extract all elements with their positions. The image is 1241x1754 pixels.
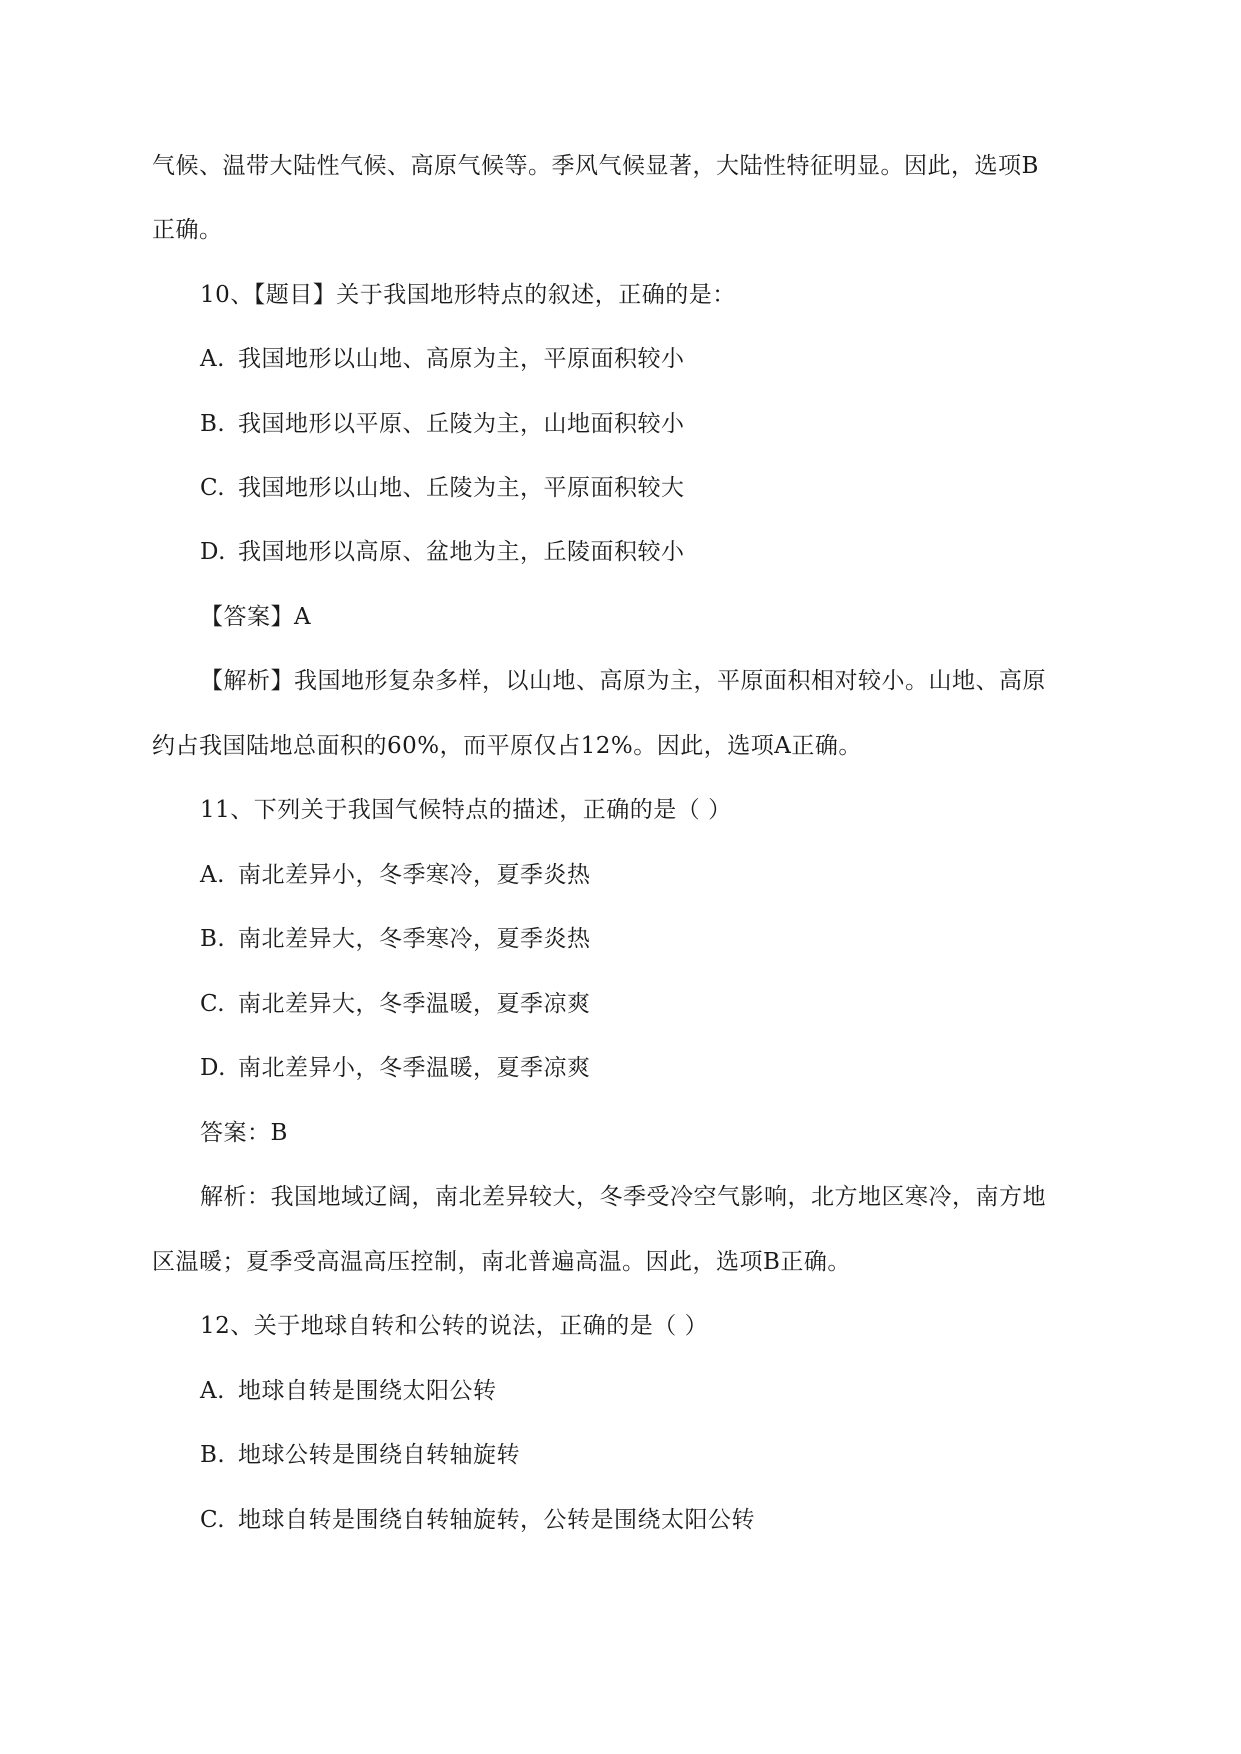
option-text: 我国地形以山地、高原为主，平原面积较小 — [238, 346, 685, 372]
option-text: 我国地形以平原、丘陵为主，山地面积较小 — [238, 411, 685, 437]
option-letter: C. — [200, 991, 226, 1017]
option-text: 我国地形以山地、丘陵为主，平原面积较大 — [238, 475, 685, 501]
question-10-answer: 【答案】A — [200, 604, 312, 630]
question-11-option-b — [200, 924, 591, 954]
option-letter: B. — [200, 1442, 226, 1468]
question-11-explanation-line-1: 解析：我国地域辽阔，南北差异较大，冬季受冷空气影响，北方地区寒冷，南方地 — [200, 1184, 1046, 1210]
question-10-option-d — [200, 537, 685, 567]
question-10-explanation-line-1: 【解析】我国地形复杂多样，以山地、高原为主，平原面积相对较小。山地、高原 — [200, 668, 1046, 694]
option-text: 南北差异小，冬季温暖，夏季凉爽 — [238, 1055, 591, 1081]
question-12-option-b — [200, 1440, 520, 1470]
option-letter: C. — [200, 1507, 226, 1533]
question-11-option-a — [200, 860, 591, 890]
question-10-option-b — [200, 409, 685, 439]
question-12-option-c — [200, 1505, 755, 1535]
option-letter: D. — [200, 539, 226, 565]
option-text: 南北差异小，冬季寒冷，夏季炎热 — [238, 862, 591, 888]
question-10-option-a — [200, 344, 685, 374]
option-letter: A. — [200, 1378, 225, 1404]
option-letter: D. — [200, 1055, 226, 1081]
option-text: 我国地形以高原、盆地为主，丘陵面积较小 — [238, 539, 685, 565]
question-10-option-c — [200, 473, 685, 503]
option-letter: B. — [200, 411, 226, 437]
option-text: 南北差异大，冬季寒冷，夏季炎热 — [238, 926, 591, 952]
option-letter: A. — [200, 346, 225, 372]
question-11-answer: 答案：B — [200, 1120, 288, 1146]
question-11-explanation-line-2: 区温暖；夏季受高温高压控制，南北普遍高温。因此，选项B正确。 — [152, 1249, 851, 1275]
question-11-option-c — [200, 989, 591, 1019]
option-text: 地球自转是围绕自转轴旋转，公转是围绕太阳公转 — [238, 1507, 755, 1533]
option-letter: B. — [200, 926, 226, 952]
option-text: 地球自转是围绕太阳公转 — [238, 1378, 497, 1404]
question-11-option-d — [200, 1053, 591, 1083]
question-10-explanation-line-2: 约占我国陆地总面积的60%，而平原仅占12%。因此，选项A正确。 — [152, 733, 862, 759]
option-text: 南北差异大，冬季温暖，夏季凉爽 — [238, 991, 591, 1017]
question-12-stem: 12、关于地球自转和公转的说法，正确的是（ ） — [200, 1313, 709, 1339]
question-12-option-a — [200, 1376, 497, 1406]
question-11-stem: 11、下列关于我国气候特点的描述，正确的是（ ） — [200, 797, 732, 823]
option-text: 地球公转是围绕自转轴旋转 — [238, 1442, 520, 1468]
continuation-line-1: 气候、温带大陆性气候、高原气候等。季风气候显著，大陆性特征明显。因此，选项B — [152, 153, 1039, 179]
question-10-stem: 10、【题目】关于我国地形特点的叙述，正确的是： — [200, 282, 736, 308]
continuation-line-2: 正确。 — [152, 217, 223, 243]
option-letter: C. — [200, 475, 226, 501]
option-letter: A. — [200, 862, 225, 888]
